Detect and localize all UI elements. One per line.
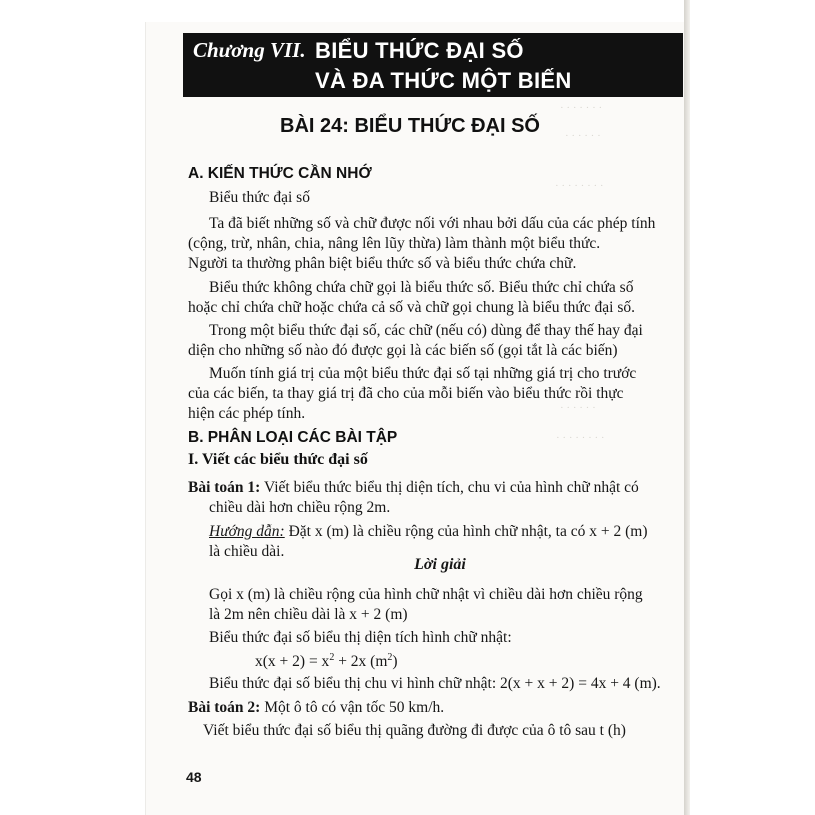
area-formula-exponent: 2 xyxy=(329,651,335,663)
problem-1-text: Viết biểu thức biểu thị diện tích, chu vi của hình chữ nhật có xyxy=(263,479,639,496)
area-formula xyxy=(255,651,398,672)
paragraph-1-line-1: Ta đã biết những số và chữ được nối với nhau bởi dấu của các phép tính xyxy=(209,215,656,232)
area-unit-exponent: 2 xyxy=(387,651,393,663)
solution-line-1: Gọi x (m) là chiều rộng của hình chữ nhật vì chiều dài hơn chiều rộng xyxy=(209,586,643,603)
problem-1-line-1 xyxy=(188,477,639,498)
area-formula-part-a: x(x + 2) = x xyxy=(255,653,330,670)
guide-line-2: là chiều dài. xyxy=(209,543,285,560)
chapter-title xyxy=(315,36,675,96)
problem-2-line-1 xyxy=(188,697,444,718)
section-a-heading: A. KIẾN THỨC CẦN NHỚ xyxy=(188,165,372,182)
paragraph-2-line-2: hoặc chỉ chứa chữ hoặc chứa cả số và chữ gọi chung là biểu thức đại số. xyxy=(188,299,635,316)
paragraph-1-line-2: (cộng, trừ, nhân, chia, nâng lên lũy thừa) làm thành một biểu thức. xyxy=(188,235,601,252)
paragraph-2-line-1: Biểu thức không chứa chữ gọi là biểu thức số. Biểu thức chỉ chứa số xyxy=(209,279,634,296)
chapter-label: Chương VII. xyxy=(193,38,306,62)
problem-2-label: Bài toán 2: xyxy=(188,699,261,716)
paragraph-3-line-2: diện cho những số nào đó được gọi là các biến số (gọi tắt là các biến) xyxy=(188,342,618,359)
page-edge-shadow xyxy=(684,0,690,815)
lesson-title: BÀI 24: BIỂU THỨC ĐẠI SỐ xyxy=(280,115,540,137)
problem-2-text: Một ô tô có vận tốc 50 km/h. xyxy=(264,699,445,716)
guide-label: Hướng dẫn: xyxy=(209,523,285,540)
solution-line-2: là 2m nên chiều dài là x + 2 (m) xyxy=(209,606,408,623)
area-formula-part-c: ) xyxy=(392,653,398,670)
area-formula-part-b: + 2x (m xyxy=(334,653,388,670)
solution-line-3: Biểu thức đại số biểu thị diện tích hình chữ nhật: xyxy=(209,629,512,646)
paragraph-4-line-2: của các biến, ta thay giá trị đã cho của mỗi biến vào biểu thức rồi thực xyxy=(188,385,624,402)
paragraph-3-line-1: Trong một biểu thức đại số, các chữ (nếu có) dùng để thay thế hay đại xyxy=(209,322,643,339)
page-number: 48 xyxy=(186,769,202,785)
problem-1-line-2: chiều dài hơn chiều rộng 2m. xyxy=(209,499,391,516)
section-b-subheading: I. Viết các biểu thức đại số xyxy=(188,451,368,468)
paragraph-4-line-1: Muốn tính giá trị của một biểu thức đại số tại những giá trị cho trước xyxy=(209,365,637,382)
paragraph-1-line-3: Người ta thường phân biệt biểu thức số và biểu thức chứa chữ. xyxy=(188,255,577,272)
solution-heading: Lời giải xyxy=(414,556,466,573)
section-a-topic: Biểu thức đại số xyxy=(209,189,310,206)
chapter-title-line-2: VÀ ĐA THỨC MỘT BIẾN xyxy=(315,68,572,93)
chapter-title-line-1: BIỂU THỨC ĐẠI SỐ xyxy=(315,38,524,63)
section-b-heading: B. PHÂN LOẠI CÁC BÀI TẬP xyxy=(188,429,398,446)
paragraph-4-line-3: hiện các phép tính. xyxy=(188,405,306,422)
solution-line-4: Biểu thức đại số biểu thị chu vi hình chữ nhật: 2(x + x + 2) = 4x + 4 (m). xyxy=(209,675,661,692)
problem-2-line-2: Viết biểu thức đại số biểu thị quãng đường đi được của ô tô sau t (h) xyxy=(203,722,626,739)
guide-line-1 xyxy=(209,521,648,542)
guide-text: Đặt x (m) là chiều rộng của hình chữ nhật, ta có x + 2 (m) xyxy=(288,523,648,540)
problem-1-label: Bài toán 1: xyxy=(188,479,261,496)
